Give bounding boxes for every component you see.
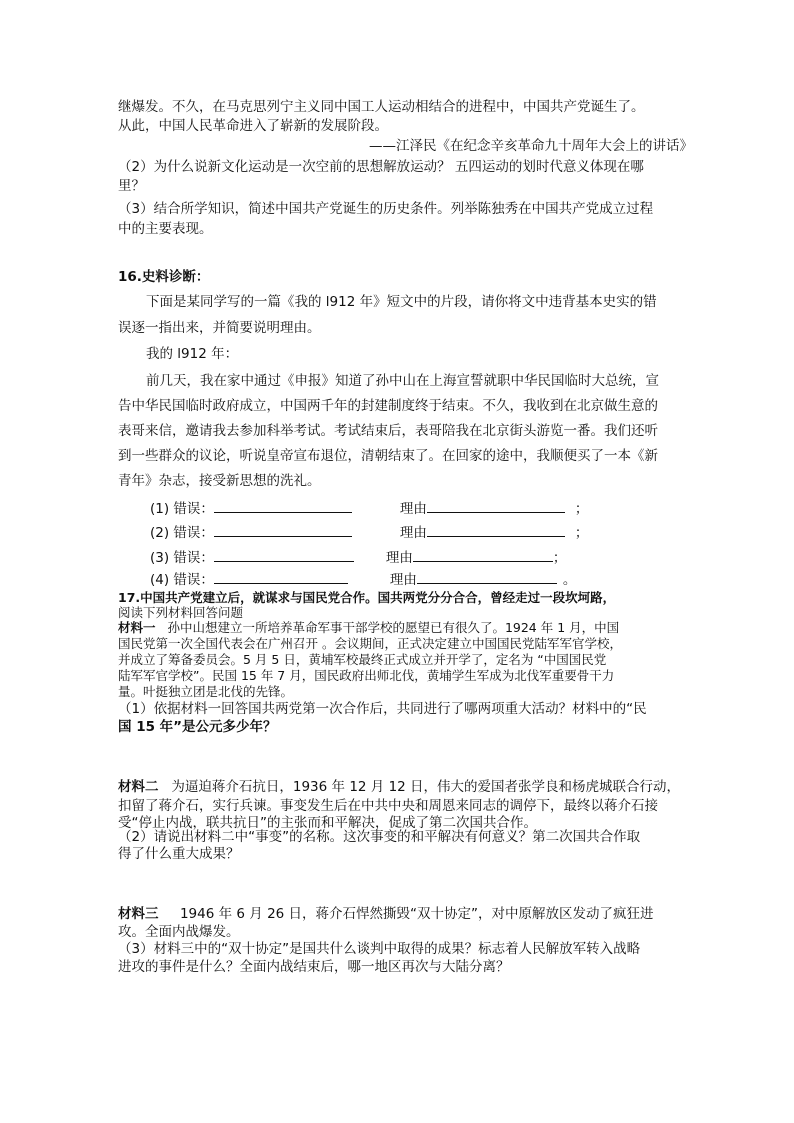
material-2-line: 材料二 为逼迫蒋介石抗日，1936 年 12 月 12 日，伟大的爱国者张学良和杨虎城联合行动， <box>118 779 681 795</box>
error-label: 错误： <box>173 550 214 566</box>
row-number: (1) <box>150 501 170 517</box>
text-line: 下面是某同学写的一篇《我的 l912 年》短文中的片段，请你将文中违背基本史实的错 <box>146 294 657 310</box>
reason-label: 理由 <box>385 550 413 566</box>
answer-row: (1) 错误： 理由 ； <box>150 501 589 517</box>
row-number: (3) <box>150 550 170 566</box>
text-line: 阅读下列材料回答问题 <box>118 605 244 620</box>
error-label: 错误： <box>173 525 214 541</box>
error-blank[interactable] <box>214 570 348 584</box>
question-17-3-cont: 进攻的事件是什么？全面内战结束后，哪一地区再次与大陆分离？ <box>118 959 510 975</box>
text-line: 陆军军官学校”。民国 15 年 7 月，国民政府出师北伐，黄埔学生军成为北伐军重要骨干力 <box>118 668 615 683</box>
question-17-1: （1）依据材料一回答国共两党第一次合作后，共同进行了哪两项重大活动？材料中的“民 <box>118 701 647 717</box>
answer-row: (4) 错误： 理由 。 <box>150 572 577 588</box>
material-1-line: 材料一 孙中山想建立一所培养革命军事干部学校的愿望已有很久了。1924 年 1 月，中国 <box>118 620 620 635</box>
answer-row: (2) 错误： 理由 ； <box>150 525 589 541</box>
reason-blank[interactable] <box>427 523 565 537</box>
text-line: 量。叶挺独立团是北伐的先锋。 <box>118 684 294 699</box>
row-number: (4) <box>150 572 170 588</box>
material-1-label: 材料一 <box>118 620 156 635</box>
material-3-line: 材料三 1946 年 6 月 26 日，蒋介石悍然撕毁“双十协定”，对中原解放区发动了疯狂进 <box>118 906 654 922</box>
quote-source: ——江泽民《在纪念辛亥革命九十周年大会上的讲话》 <box>369 138 693 154</box>
question-2-cont: 里？ <box>118 178 145 194</box>
error-blank[interactable] <box>214 548 354 562</box>
text-line: 到一些群众的议论，听说皇帝宣布退位，清朝结束了。在回家的途中，我顺便买了一本《新 <box>118 448 658 464</box>
text-line: 告中华民国临时政府成立，中国两千年的封建制度终于结束。不久，我收到在北京做生意的 <box>118 398 658 414</box>
answer-row: (3) 错误： 理由 ； <box>150 550 567 566</box>
question-16-title: 16.史料诊断： <box>118 269 210 285</box>
essay-subtitle: 我的 l912 年： <box>146 346 239 362</box>
error-label: 错误： <box>173 501 214 517</box>
question-3: （3）结合所学知识，简述中国共产党诞生的历史条件。列举陈独秀在中国共产党成立过程 <box>118 201 654 217</box>
error-blank[interactable] <box>214 523 352 537</box>
question-3-cont: 中的主要表现。 <box>118 221 213 237</box>
question-17-intro: 17.中国共产党建立后，就谋求与国民党合作。国共两党分分合合，曾经走过一段坎坷路， <box>118 590 616 605</box>
material-3-label: 材料三 <box>118 906 159 922</box>
text-line: 从此，中国人民革命进入了崭新的发展阶段。 <box>118 118 388 134</box>
text-line: 前几天，我在家中通过《申报》知道了孙中山在上海宣誓就职中华民国临时大总统，宣 <box>146 373 659 389</box>
error-label: 错误： <box>173 572 214 588</box>
text-line: 继爆发。不久，在马克思列宁主义同中国工人运动相结合的进程中，中国共产党诞生了。 <box>118 99 645 115</box>
question-17-3: （3）材料三中的“双十协定”是国共什么谈判中取得的成果？标志着人民解放军转入战略 <box>118 941 641 957</box>
text-line: 受“停止内战，联共抗日”的主张而和平解决，促成了第二次国共合作。 <box>118 815 537 831</box>
question-17-2-cont: 得了什么重大成果？ <box>118 846 240 862</box>
reason-blank[interactable] <box>427 499 565 513</box>
question-2: （2）为什么说新文化运动是一次空前的思想解放运动？ 五四运动的划时代意义体现在哪 <box>118 159 644 175</box>
text-line: 表哥来信，邀请我去参加科举考试。考试结束后，表哥陪我在北京街头游览一番。我们还听 <box>118 423 658 439</box>
reason-label: 理由 <box>399 501 427 517</box>
row-number: (2) <box>150 525 170 541</box>
error-blank[interactable] <box>214 499 352 513</box>
text-line: 青年》杂志，接受新思想的洗礼。 <box>118 473 321 489</box>
reason-blank[interactable] <box>413 548 553 562</box>
reason-blank[interactable] <box>417 570 557 584</box>
text-line: 并成立了筹备委员会。5 月 5 日，黄埔军校最终正式成立并开学了，定名为 “中国国民党 <box>118 652 607 667</box>
question-17-1-cont: 国 15 年”是公元多少年？ <box>118 719 277 735</box>
text-line: 误逐一指出来，并简要说明理由。 <box>118 320 321 336</box>
reason-label: 理由 <box>399 525 427 541</box>
reason-label: 理由 <box>389 572 417 588</box>
material-2-label: 材料二 <box>118 779 159 795</box>
question-17-2: （2）请说出材料二中“事变”的名称。这次事变的和平解决有何意义？第二次国共合作取 <box>118 829 641 845</box>
text-line: 国民党第一次全国代表会在广州召开 。会议期间，正式决定建立中国国民党陆军军官学校， <box>118 636 622 651</box>
text-line: 扣留了蒋介石，实行兵谏。事变发生后在中共中央和周恩来同志的调停下，最终以蒋介石接 <box>118 798 658 814</box>
text-line: 攻。全面内战爆发。 <box>118 924 240 940</box>
